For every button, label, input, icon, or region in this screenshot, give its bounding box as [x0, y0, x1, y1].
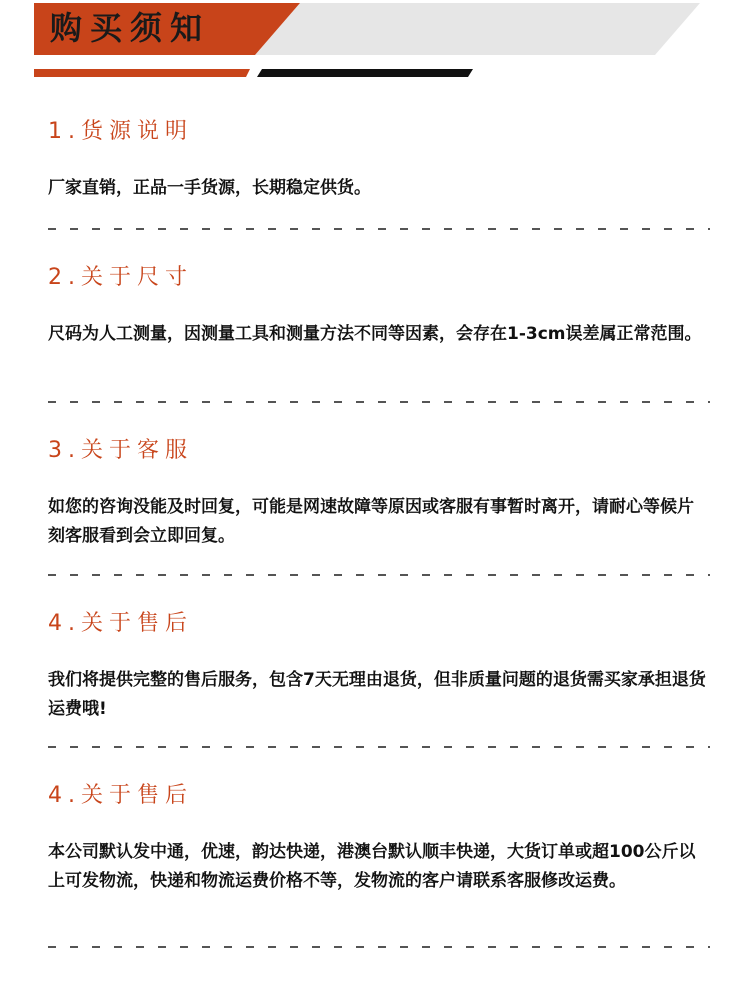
section-size — [48, 264, 708, 344]
dashed-divider — [48, 228, 710, 230]
page-title: 购买须知 — [50, 9, 211, 47]
dashed-divider — [48, 574, 710, 576]
section-title: 4.关于售后 — [48, 783, 193, 808]
section-service — [48, 437, 708, 546]
section-title: 2.关于尺寸 — [48, 265, 193, 290]
section-source — [48, 118, 708, 198]
section-title: 1.货源说明 — [48, 119, 193, 144]
section-after-sales — [48, 610, 708, 719]
dashed-divider — [48, 746, 710, 748]
section-body: 如您的咨询没能及时回复，可能是网速故障等原因或客服有事暂时离开，请耐心等候片刻客服看到会立即回复。 — [48, 497, 694, 546]
section-title: 4.关于售后 — [48, 611, 193, 636]
dashed-divider — [48, 401, 710, 403]
section-title: 3.关于客服 — [48, 438, 193, 463]
dashed-divider — [48, 946, 710, 948]
section-body: 厂家直销，正品一手货源，长期稳定供货。 — [48, 178, 371, 198]
section-body: 本公司默认发中通，优速，韵达快递，港澳台默认顺丰快递，大货订单或超100公斤以上可发物流，快递和物流运费价格不等，发物流的客户请联系客服修改运费。 — [48, 842, 696, 891]
section-body: 我们将提供完整的售后服务，包含7天无理由退货，但非质量问题的退货需买家承担退货运费哦! — [48, 670, 706, 719]
header-light-band — [255, 3, 700, 55]
header-banner — [0, 0, 750, 80]
section-body: 尺码为人工测量，因测量工具和测量方法不同等因素，会存在1-3cm误差属正常范围。 — [48, 324, 702, 344]
section-shipping — [48, 782, 708, 891]
header-orange-underline — [34, 69, 250, 77]
header-black-underline — [257, 69, 473, 77]
